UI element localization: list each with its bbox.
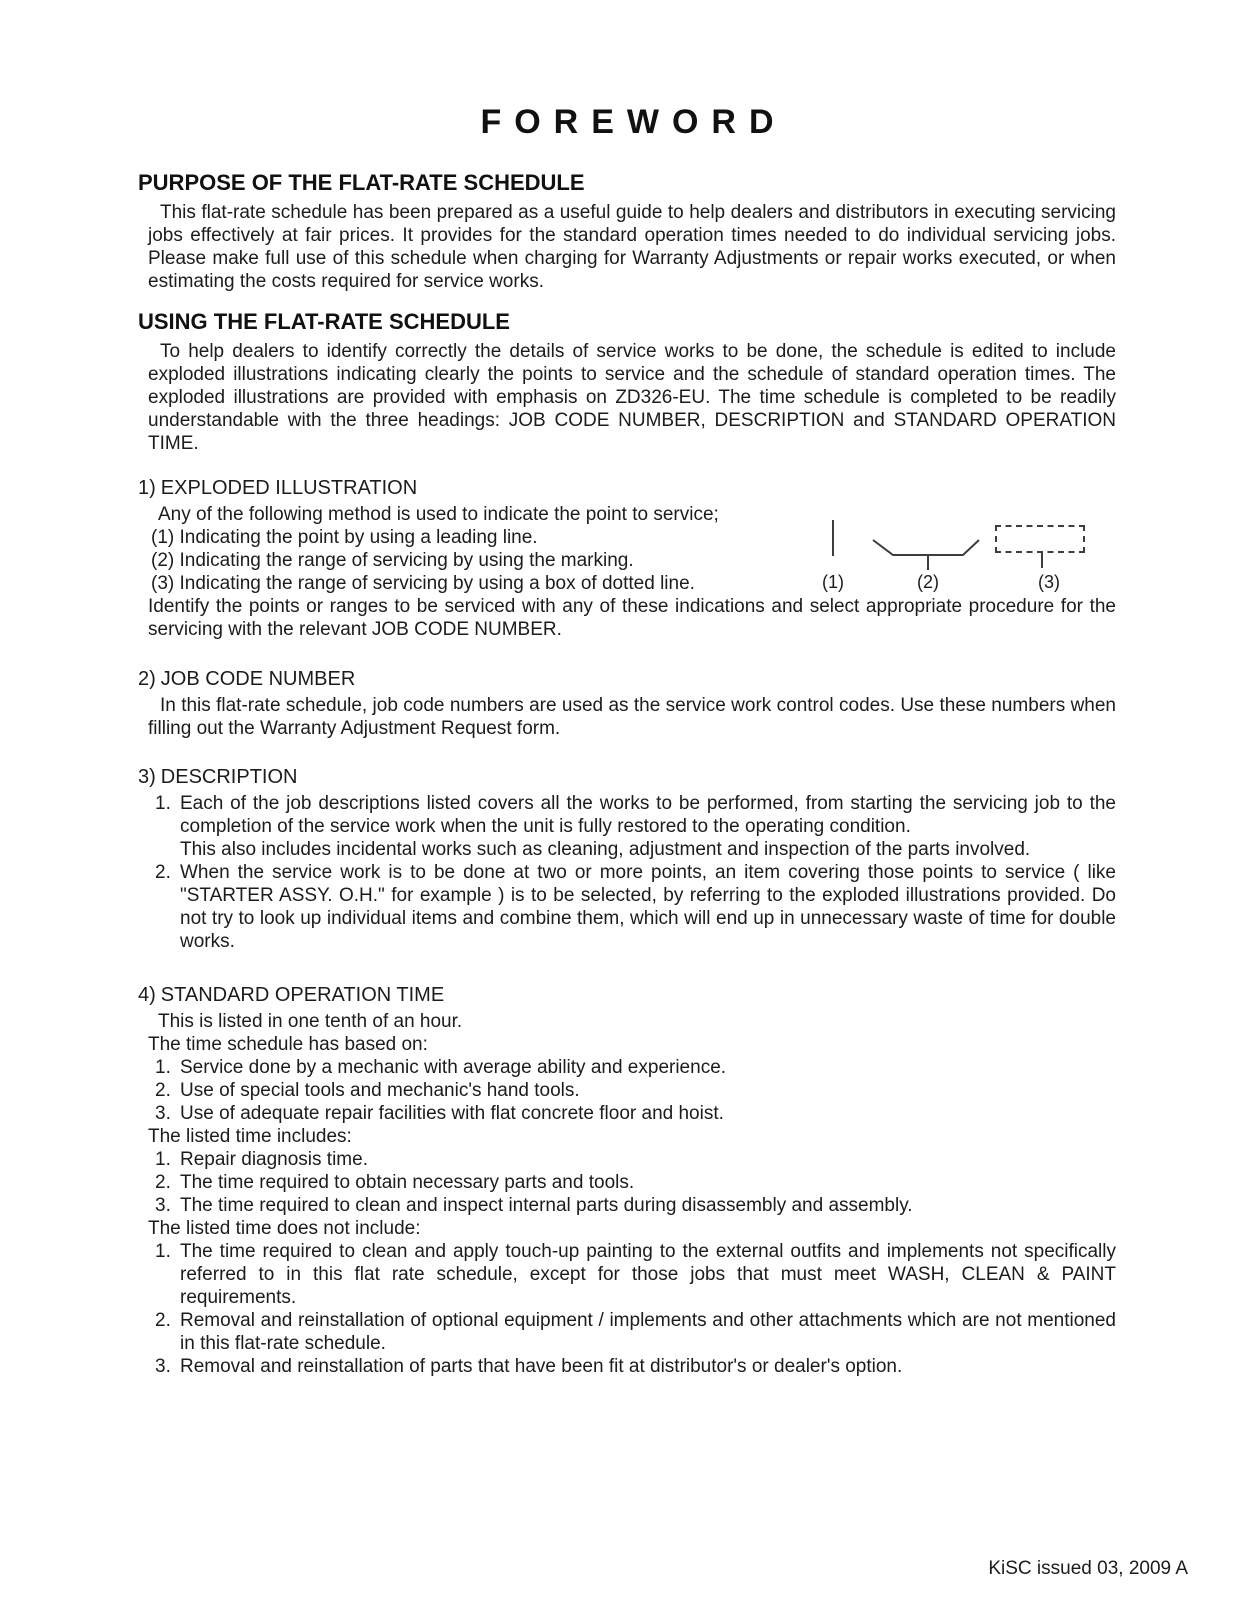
list-item-text: Service done by a mechanic with average ability and experience.: [180, 1057, 727, 1078]
section-standard-operation-time: [138, 983, 1116, 1378]
list-item: [138, 792, 1116, 861]
page-content: [138, 104, 1116, 1378]
section-job-code-number: [138, 667, 1116, 740]
figure-label-3: (3): [1038, 572, 1060, 592]
exploded-outro: Identify the points or ranges to be serviced with any of these indications and select appropriate procedure for the servicing with the relevant JOB CODE NUMBER.: [148, 596, 1116, 640]
section-title: STANDARD OPERATION TIME: [160, 984, 445, 1006]
list-item-number: 2.: [155, 1080, 171, 1101]
list-item-text: Use of adequate repair facilities with flat concrete floor and hoist.: [180, 1103, 724, 1124]
section-heading: [138, 765, 1116, 789]
exploded-method-2: (2) Indicating the range of servicing by using the marking.: [151, 550, 634, 571]
section-number: 2): [138, 668, 156, 690]
list-item-body: [180, 861, 1116, 953]
issue-stamp: KiSC issued 03, 2009 A: [988, 1558, 1188, 1579]
list-item-number: 3.: [155, 1356, 171, 1377]
group-label-does-not-include: The listed time does not include:: [148, 1218, 421, 1239]
list-item: [138, 1079, 1116, 1102]
list-item: [138, 1355, 1116, 1378]
list-item: [138, 1102, 1116, 1125]
section-title: EXPLODED ILLUSTRATION: [160, 477, 418, 499]
list-item-number: 2.: [155, 1310, 171, 1331]
list-item-text: The time required to clean and inspect internal parts during disassembly and assembly.: [180, 1195, 913, 1216]
section-title: JOB CODE NUMBER: [160, 668, 356, 690]
list-item-body: [180, 792, 1116, 861]
page-title: FOREWORD: [480, 103, 787, 141]
section-title: DESCRIPTION: [160, 766, 298, 788]
exploded-method-1: (1) Indicating the point by using a leading line.: [151, 527, 538, 548]
list-item: [138, 1194, 1116, 1217]
list-item: [138, 1309, 1116, 1355]
list-item-number: 1.: [155, 1057, 171, 1078]
section-number: 3): [138, 766, 156, 788]
list-item: [138, 861, 1116, 953]
list-item-number: 2.: [155, 1172, 171, 1193]
group-label-based-on: The time schedule has based on:: [148, 1034, 428, 1055]
list-item-text: When the service work is to be done at two or more points, an item covering those points to service ( like "STARTER ASSY. O.H." for example ) is to be selected, by referring to the exploded illustrations provided. Do not try to look up individual items and combine them, which will end up in unnecessary waste of time for double works.: [180, 862, 1116, 952]
list-item-number: 3.: [155, 1103, 171, 1124]
figure-label-1: (1): [822, 572, 844, 592]
section-heading: [138, 476, 1116, 500]
list-item-text: Use of special tools and mechanic's hand tools.: [180, 1080, 580, 1101]
list-item-text: Removal and reinstallation of optional equipment / implements and other attachments which are not mentioned in this flat-rate schedule.: [180, 1310, 1116, 1354]
section-exploded-illustration: [138, 476, 1116, 641]
group-label-includes: The listed time includes:: [148, 1126, 352, 1147]
list-item-number: 3.: [155, 1195, 171, 1216]
jobcode-paragraph: In this flat-rate schedule, job code numbers are used as the service work control codes. Use these numbers when filling out the Warranty Adjustment Request form.: [148, 695, 1116, 739]
exploded-method-3: (3) Indicating the range of servicing by using a box of dotted line.: [151, 573, 695, 594]
list-item-number: 1.: [155, 793, 171, 814]
list-item-number: 1.: [155, 1149, 171, 1170]
marking-methods-figure: [793, 516, 1093, 596]
list-item: [138, 1148, 1116, 1171]
list-item-text: Each of the job descriptions listed covers all the works to be performed, from starting the servicing job to the completion of the service work when the unit is fully restored to the operating condition.: [180, 793, 1116, 837]
stdtime-intro: This is listed in one tenth of an hour.: [158, 1011, 463, 1032]
list-item-number: 2.: [155, 862, 171, 883]
list-item-text: Removal and reinstallation of parts that have been fit at distributor's or dealer's option.: [180, 1356, 903, 1377]
figure-label-2: (2): [917, 572, 939, 592]
list-item-number: 1.: [155, 1241, 171, 1262]
dotted-box-mark: [995, 525, 1085, 553]
using-paragraph: To help dealers to identify correctly the details of service works to be done, the schedule is edited to include exploded illustrations indicating clearly the points to service and the schedule of standard operation times. The exploded illustrations are provided with emphasis on ZD326-EU. The time schedule is completed to be readily understandable with the three headings: JOB CODE NUMBER, DESCRIPTION and STANDARD OPERATION TIME.: [148, 341, 1116, 454]
exploded-intro: Any of the following method is used to indicate the point to service;: [158, 504, 719, 525]
section-number: 1): [138, 477, 156, 499]
list-item: [138, 1240, 1116, 1309]
section-heading: [138, 667, 1116, 691]
leading-line-mark: [832, 520, 834, 556]
list-item-text: Repair diagnosis time.: [180, 1149, 368, 1170]
section-description: [138, 765, 1116, 953]
list-item: [138, 1171, 1116, 1194]
range-marking-mark: [871, 538, 981, 572]
heading-purpose: PURPOSE OF THE FLAT-RATE SCHEDULE: [138, 170, 585, 195]
list-item-text: This also includes incidental works such as cleaning, adjustment and inspection of the parts involved.: [180, 839, 1031, 860]
section-heading: [138, 983, 1116, 1007]
dotted-box-leader: [1041, 553, 1043, 568]
list-item: [138, 1056, 1116, 1079]
section-number: 4): [138, 984, 156, 1006]
list-item-text: The time required to clean and apply touch-up painting to the external outfits and implements not specifically referred to in this flat rate schedule, except for those jobs that must meet WASH, CLEAN & PAINT requirements.: [180, 1241, 1116, 1308]
purpose-paragraph: This flat-rate schedule has been prepared as a useful guide to help dealers and distributors in executing servicing jobs effectively at fair prices. It provides for the standard operation times needed to do individual servicing jobs. Please make full use of this schedule when charging for Warranty Adjustments or repair works executed, or when estimating the costs required for service works.: [148, 202, 1116, 292]
list-item-text: The time required to obtain necessary parts and tools.: [180, 1172, 635, 1193]
heading-using: USING THE FLAT-RATE SCHEDULE: [138, 309, 510, 334]
